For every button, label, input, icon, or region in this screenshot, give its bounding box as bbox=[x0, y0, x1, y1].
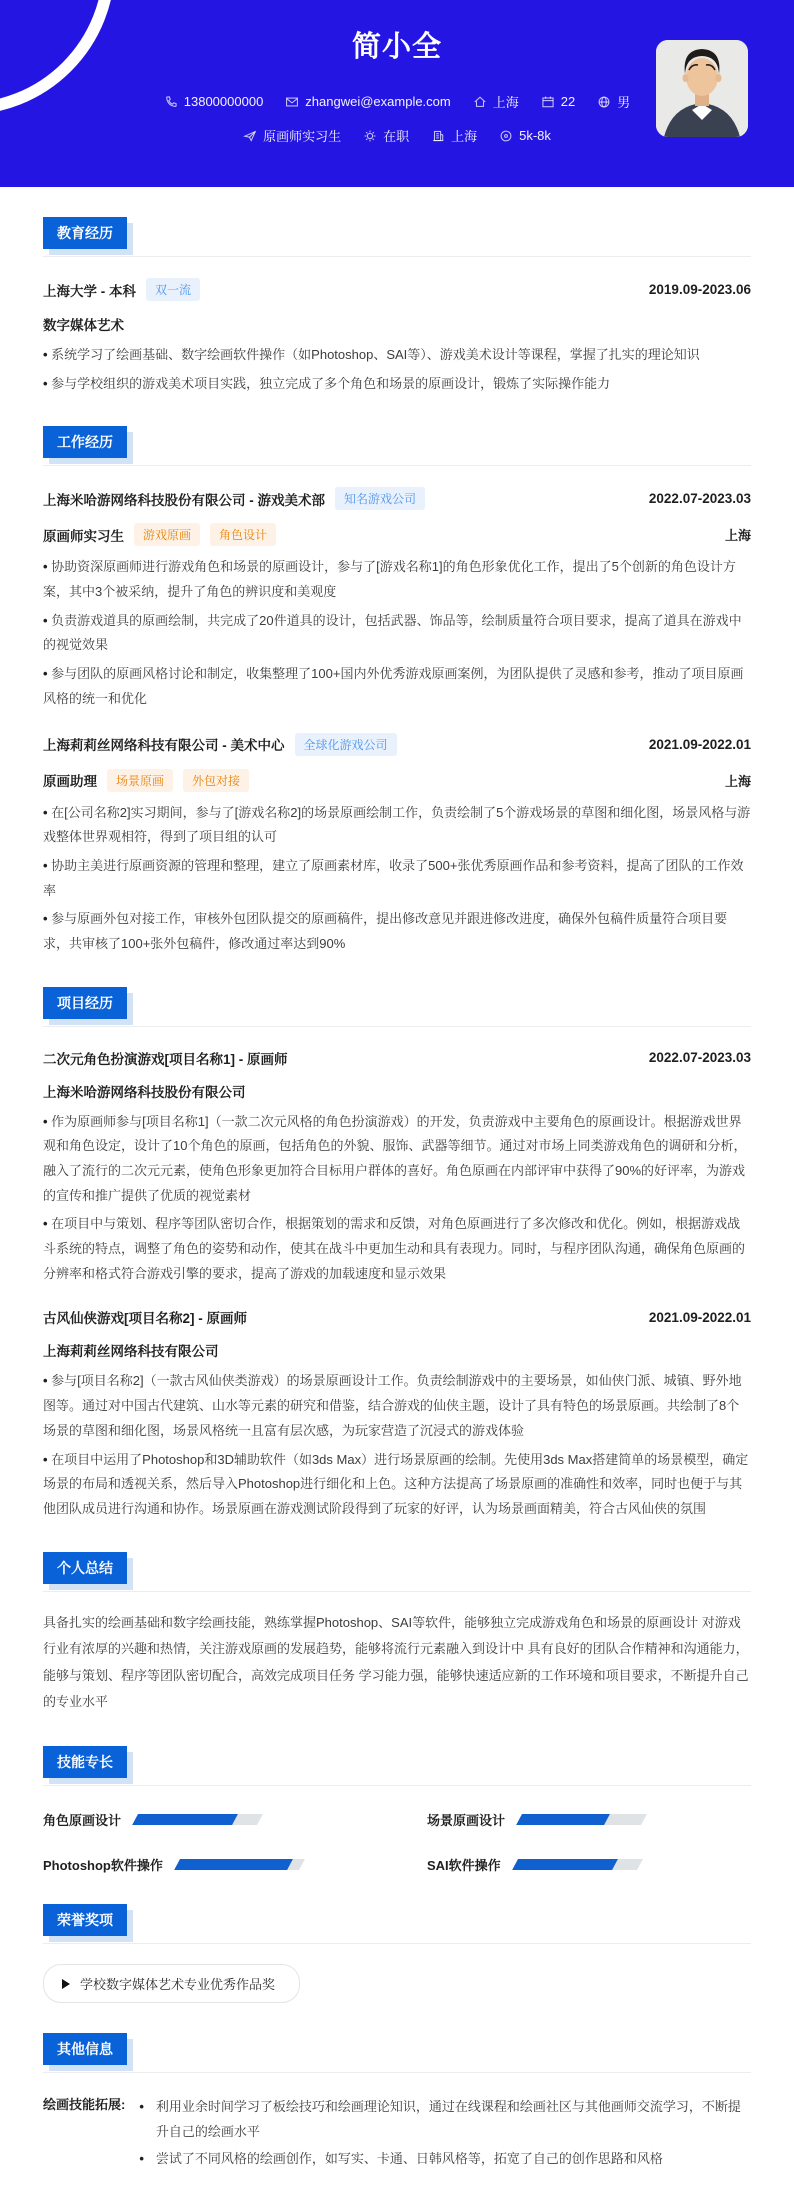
skill-label: SAI软件操作 bbox=[427, 1858, 501, 1874]
other-bullets bbox=[133, 2093, 751, 2171]
work-location: 上海 bbox=[724, 773, 751, 789]
play-icon bbox=[62, 1979, 70, 1989]
skill-bar-fill bbox=[132, 1814, 238, 1825]
city-item bbox=[431, 126, 477, 145]
bullet-item: • 参与学校组织的游戏美术项目实践，独立完成了多个角色和场景的原画设计，锻炼了实际操作能力 bbox=[43, 372, 751, 397]
company-tag: 全球化游戏公司 bbox=[295, 733, 397, 756]
position-name: 原画师实习生 bbox=[43, 528, 124, 544]
skill-item bbox=[427, 1810, 751, 1829]
skill-item bbox=[43, 1810, 367, 1829]
home-item bbox=[473, 92, 519, 111]
project-bullets bbox=[43, 1110, 751, 1287]
skill-label: 场景原画设计 bbox=[427, 1813, 506, 1829]
candidate-name: 简小全 bbox=[351, 31, 442, 63]
resume-body bbox=[0, 217, 794, 2205]
position-item bbox=[243, 126, 341, 145]
project-entry-header bbox=[43, 1048, 751, 1068]
projects-title-tag: 项目经历 bbox=[43, 987, 127, 1019]
expected-salary: 5k-8k bbox=[519, 128, 551, 143]
gender-value: 男 bbox=[617, 95, 631, 110]
bullet-item: • 参与团队的原画风格讨论和制定，收集整理了100+国内外优秀游戏原画案例，为团队提供了灵感和参考，推动了项目原画风格的统一和优化 bbox=[43, 662, 751, 711]
education-section-header bbox=[43, 217, 751, 257]
skill-item bbox=[43, 1855, 367, 1874]
work-entry bbox=[43, 733, 751, 957]
bullet-item: • 参与原画外包对接工作，审核外包团队提交的原画稿件，提出修改意见并跟进修改进度，确保外包稿件质量符合项目要求，共审核了100+张外包稿件，修改通过率达到90% bbox=[43, 907, 751, 956]
bullet-item: • 在项目中与策划、程序等团队密切合作，根据策划的需求和反馈，对角色原画进行了多次修改和优化。例如，根据游戏战斗系统的特点，调整了角色的姿势和动作，使其在战斗中更加生动和具有表现力。同时，与程序团队沟通，确保角色原画的分辨率和格式符合游戏引擎的要求，提高了游戏的加载速度和显示效果 bbox=[43, 1212, 751, 1286]
city-icon bbox=[431, 129, 445, 143]
education-entry-header bbox=[43, 278, 751, 301]
bullet-item: • 在[公司名称2]实习期间，参与了[游戏名称2]的场景原画绘制工作，负责绘制了5个游戏场景的草图和细化图，场景风格与游戏整体世界观相符，得到了项目组的认可 bbox=[43, 801, 751, 850]
work-title-tag: 工作经历 bbox=[43, 426, 127, 458]
age-icon bbox=[541, 95, 555, 109]
project-name: 二次元角色扮演游戏[项目名称1] - 原画师 bbox=[43, 1051, 288, 1067]
portrait-image bbox=[656, 40, 748, 137]
skill-tag: 角色设计 bbox=[210, 523, 276, 546]
section-skills bbox=[43, 1746, 751, 1874]
profile-photo bbox=[656, 40, 748, 137]
company-tag: 知名游戏公司 bbox=[335, 487, 425, 510]
skill-bar-track bbox=[174, 1859, 305, 1870]
email-address: zhangwei@example.com bbox=[305, 94, 451, 109]
position-icon bbox=[243, 129, 257, 143]
project-date: 2022.07-2023.03 bbox=[648, 1050, 751, 1066]
section-education bbox=[43, 217, 751, 396]
phone-icon bbox=[164, 95, 178, 109]
section-honors bbox=[43, 1904, 751, 2003]
bullet-item: • 作为原画师参与[项目名称1]（一款二次元风格的角色扮演游戏）的开发，负责游戏中主要角色的原画设计。根据游戏世界观和角色设定，设计了10个角色的原画，包括角色的外貌、服饰、武器等细节。通过对市场上同类游戏角色的调研和分析，融入了流行的二次元元素，使角色形象更加符合目标用户群体的喜好。角色原画在内部评审中获得了90%的好评率，为游戏的宣传和推广提供了优质的视觉素材 bbox=[43, 1110, 751, 1209]
skill-bar-fill bbox=[512, 1859, 618, 1870]
work-position-row bbox=[43, 523, 751, 546]
home-icon bbox=[473, 95, 487, 109]
education-bullets bbox=[43, 343, 751, 396]
work-date: 2021.09-2022.01 bbox=[648, 736, 751, 752]
skill-tag: 场景原画 bbox=[107, 769, 173, 792]
work-location: 上海 bbox=[724, 528, 751, 544]
work-bullets bbox=[43, 555, 751, 711]
summary-text: 具备扎实的绘画基础和数字绘画技能，熟练掌握Photoshop、SAI等软件，能够独立完成游戏角色和场景的原画设计 对游戏行业有浓厚的兴趣和热情，关注游戏原画的发展趋势，能够将流行元素融入到设计中 具有良好的团队合作精神和沟通能力，能够与策划、程序等团队密切配合，高效完成项目任务 学习能力强，能够快速适应新的工作环境和项目要求，不断提升自己的专业水平 bbox=[43, 1614, 749, 1710]
work-section-header bbox=[43, 426, 751, 466]
salary-item bbox=[499, 128, 551, 143]
honors-title-tag: 荣誉奖项 bbox=[43, 1904, 127, 1936]
work-city: 上海 bbox=[451, 129, 478, 144]
skill-bar-track bbox=[516, 1814, 647, 1825]
work-position-row bbox=[43, 769, 751, 792]
company-name: 上海米哈游网络科技股份有限公司 - 游戏美术部 bbox=[43, 492, 325, 508]
skill-bar-track bbox=[512, 1859, 643, 1870]
skill-item bbox=[427, 1855, 751, 1874]
bullet-item: • 协助资深原画师进行游戏角色和场景的原画设计，参与了[游戏名称1]的角色形象优化工作，提出了5个创新的角色设计方案，其中3个被采纳，提升了角色的辨识度和美观度 bbox=[43, 555, 751, 604]
section-projects bbox=[43, 987, 751, 1522]
project-name: 古风仙侠游戏[项目名称2] - 原画师 bbox=[43, 1311, 247, 1327]
status-icon bbox=[363, 129, 377, 143]
skills-section-header bbox=[43, 1746, 751, 1786]
summary-section-header bbox=[43, 1552, 751, 1592]
target-position: 原画师实习生 bbox=[263, 129, 342, 144]
skill-label: 角色原画设计 bbox=[43, 1813, 122, 1829]
major-name: 数字媒体艺术 bbox=[43, 318, 124, 333]
work-date: 2022.07-2023.03 bbox=[648, 491, 751, 507]
bullet-item: • 在项目中运用了Photoshop和3D辅助软件（如3ds Max）进行场景原画的绘制。先使用3ds Max搭建简单的场景模型，确定场景的布局和透视关系，然后导入Photoshop进行细化和上色。这种方法提高了场景原画的准确性和效率，同时也便于与其他团队成员进行沟通和协作。场景原画在游戏测试阶段得到了玩家的好评，认为场景画面精美，符合古风仙侠的氛围 bbox=[43, 1448, 751, 1522]
job-status: 在职 bbox=[383, 129, 410, 144]
school-tag: 双一流 bbox=[146, 278, 200, 301]
work-entry-header bbox=[43, 733, 751, 756]
project-company: 上海米哈游网络科技股份有限公司 bbox=[43, 1084, 246, 1100]
skills-title-tag: 技能专长 bbox=[43, 1746, 127, 1778]
project-entry bbox=[43, 1307, 751, 1521]
honor-item[interactable] bbox=[43, 1964, 300, 2003]
work-bullets bbox=[43, 801, 751, 957]
skill-tag: 游戏原画 bbox=[134, 523, 200, 546]
other-title-tag: 其他信息 bbox=[43, 2033, 127, 2065]
resume-header bbox=[0, 0, 794, 187]
status-item bbox=[363, 126, 409, 145]
bullet-item: • 协助主美进行原画资源的管理和整理，建立了原画素材库，收录了500+张优秀原画作品和参考资料，提高了团队的工作效率 bbox=[43, 854, 751, 903]
school-name: 上海大学 - 本科 bbox=[43, 283, 136, 299]
section-other bbox=[43, 2033, 751, 2171]
work-entry bbox=[43, 487, 751, 711]
skill-tag: 外包对接 bbox=[183, 769, 249, 792]
company-name: 上海莉莉丝网络科技有限公司 - 美术中心 bbox=[43, 738, 285, 753]
summary-title-tag: 个人总结 bbox=[43, 1552, 127, 1584]
education-date: 2019.09-2023.06 bbox=[648, 282, 751, 297]
honor-text: 学校数字媒体艺术专业优秀作品奖 bbox=[80, 1977, 276, 1993]
skill-bar-fill bbox=[174, 1859, 292, 1870]
projects-section-header bbox=[43, 987, 751, 1027]
project-bullets bbox=[43, 1369, 751, 1521]
bullet-item: • 尝试了不同风格的绘画创作，如写实、卡通、日韩风格等，拓宽了自己的创作思路和风格 bbox=[133, 2147, 751, 2172]
project-entry-header bbox=[43, 1307, 751, 1327]
phone-number: 13800000000 bbox=[183, 94, 264, 109]
home-city: 上海 bbox=[492, 95, 519, 110]
email-item bbox=[285, 94, 450, 109]
gender-icon bbox=[597, 95, 611, 109]
position-name: 原画助理 bbox=[43, 774, 97, 789]
skill-bar-track bbox=[132, 1814, 263, 1825]
skills-grid bbox=[43, 1810, 751, 1874]
education-title-tag: 教育经历 bbox=[43, 217, 127, 249]
work-entry-header bbox=[43, 487, 751, 510]
bullet-item: • 系统学习了绘画基础、数字绘画软件操作（如Photoshop、SAI等）、游戏美术设计等课程，掌握了扎实的理论知识 bbox=[43, 343, 751, 368]
project-date: 2021.09-2022.01 bbox=[648, 1309, 751, 1325]
age-value: 22 bbox=[560, 94, 576, 109]
other-section-header bbox=[43, 2033, 751, 2073]
mail-icon bbox=[285, 95, 299, 109]
honors-section-header bbox=[43, 1904, 751, 1944]
phone-item bbox=[164, 94, 264, 109]
bullet-item: • 参与[项目名称2]（一款古风仙侠类游戏）的场景原画设计工作。负责绘制游戏中的主要场景，如仙侠门派、城镇、野外地图等。通过对中国古代建筑、山水等元素的研究和借鉴，结合游戏的仙侠主题，设计了具有特色的场景原画。共绘制了8个场景的草图和细化图，场景风格统一且富有层次感，为玩家营造了沉浸式的游戏体验 bbox=[43, 1369, 751, 1443]
other-info-row bbox=[43, 2093, 751, 2171]
age-item bbox=[541, 94, 575, 109]
bullet-item: • 利用业余时间学习了板绘技巧和绘画理论知识，通过在线课程和绘画社区与其他画师交流学习，不断提升自己的绘画水平 bbox=[133, 2095, 751, 2144]
bullet-item: • 负责游戏道具的原画绘制，共完成了20件道具的设计，包括武器、饰品等，绘制质量符合项目要求，提高了道具在游戏中的视觉效果 bbox=[43, 609, 751, 658]
project-entry bbox=[43, 1048, 751, 1287]
gender-item bbox=[597, 92, 630, 111]
skill-bar-fill bbox=[516, 1814, 609, 1825]
salary-icon bbox=[499, 129, 513, 143]
section-work bbox=[43, 426, 751, 956]
education-major-row bbox=[43, 314, 751, 334]
other-label: 绘画技能拓展: bbox=[43, 2097, 126, 2113]
section-summary bbox=[43, 1552, 751, 1717]
project-company: 上海莉莉丝网络科技有限公司 bbox=[43, 1344, 219, 1360]
skill-label: Photoshop软件操作 bbox=[43, 1858, 163, 1874]
